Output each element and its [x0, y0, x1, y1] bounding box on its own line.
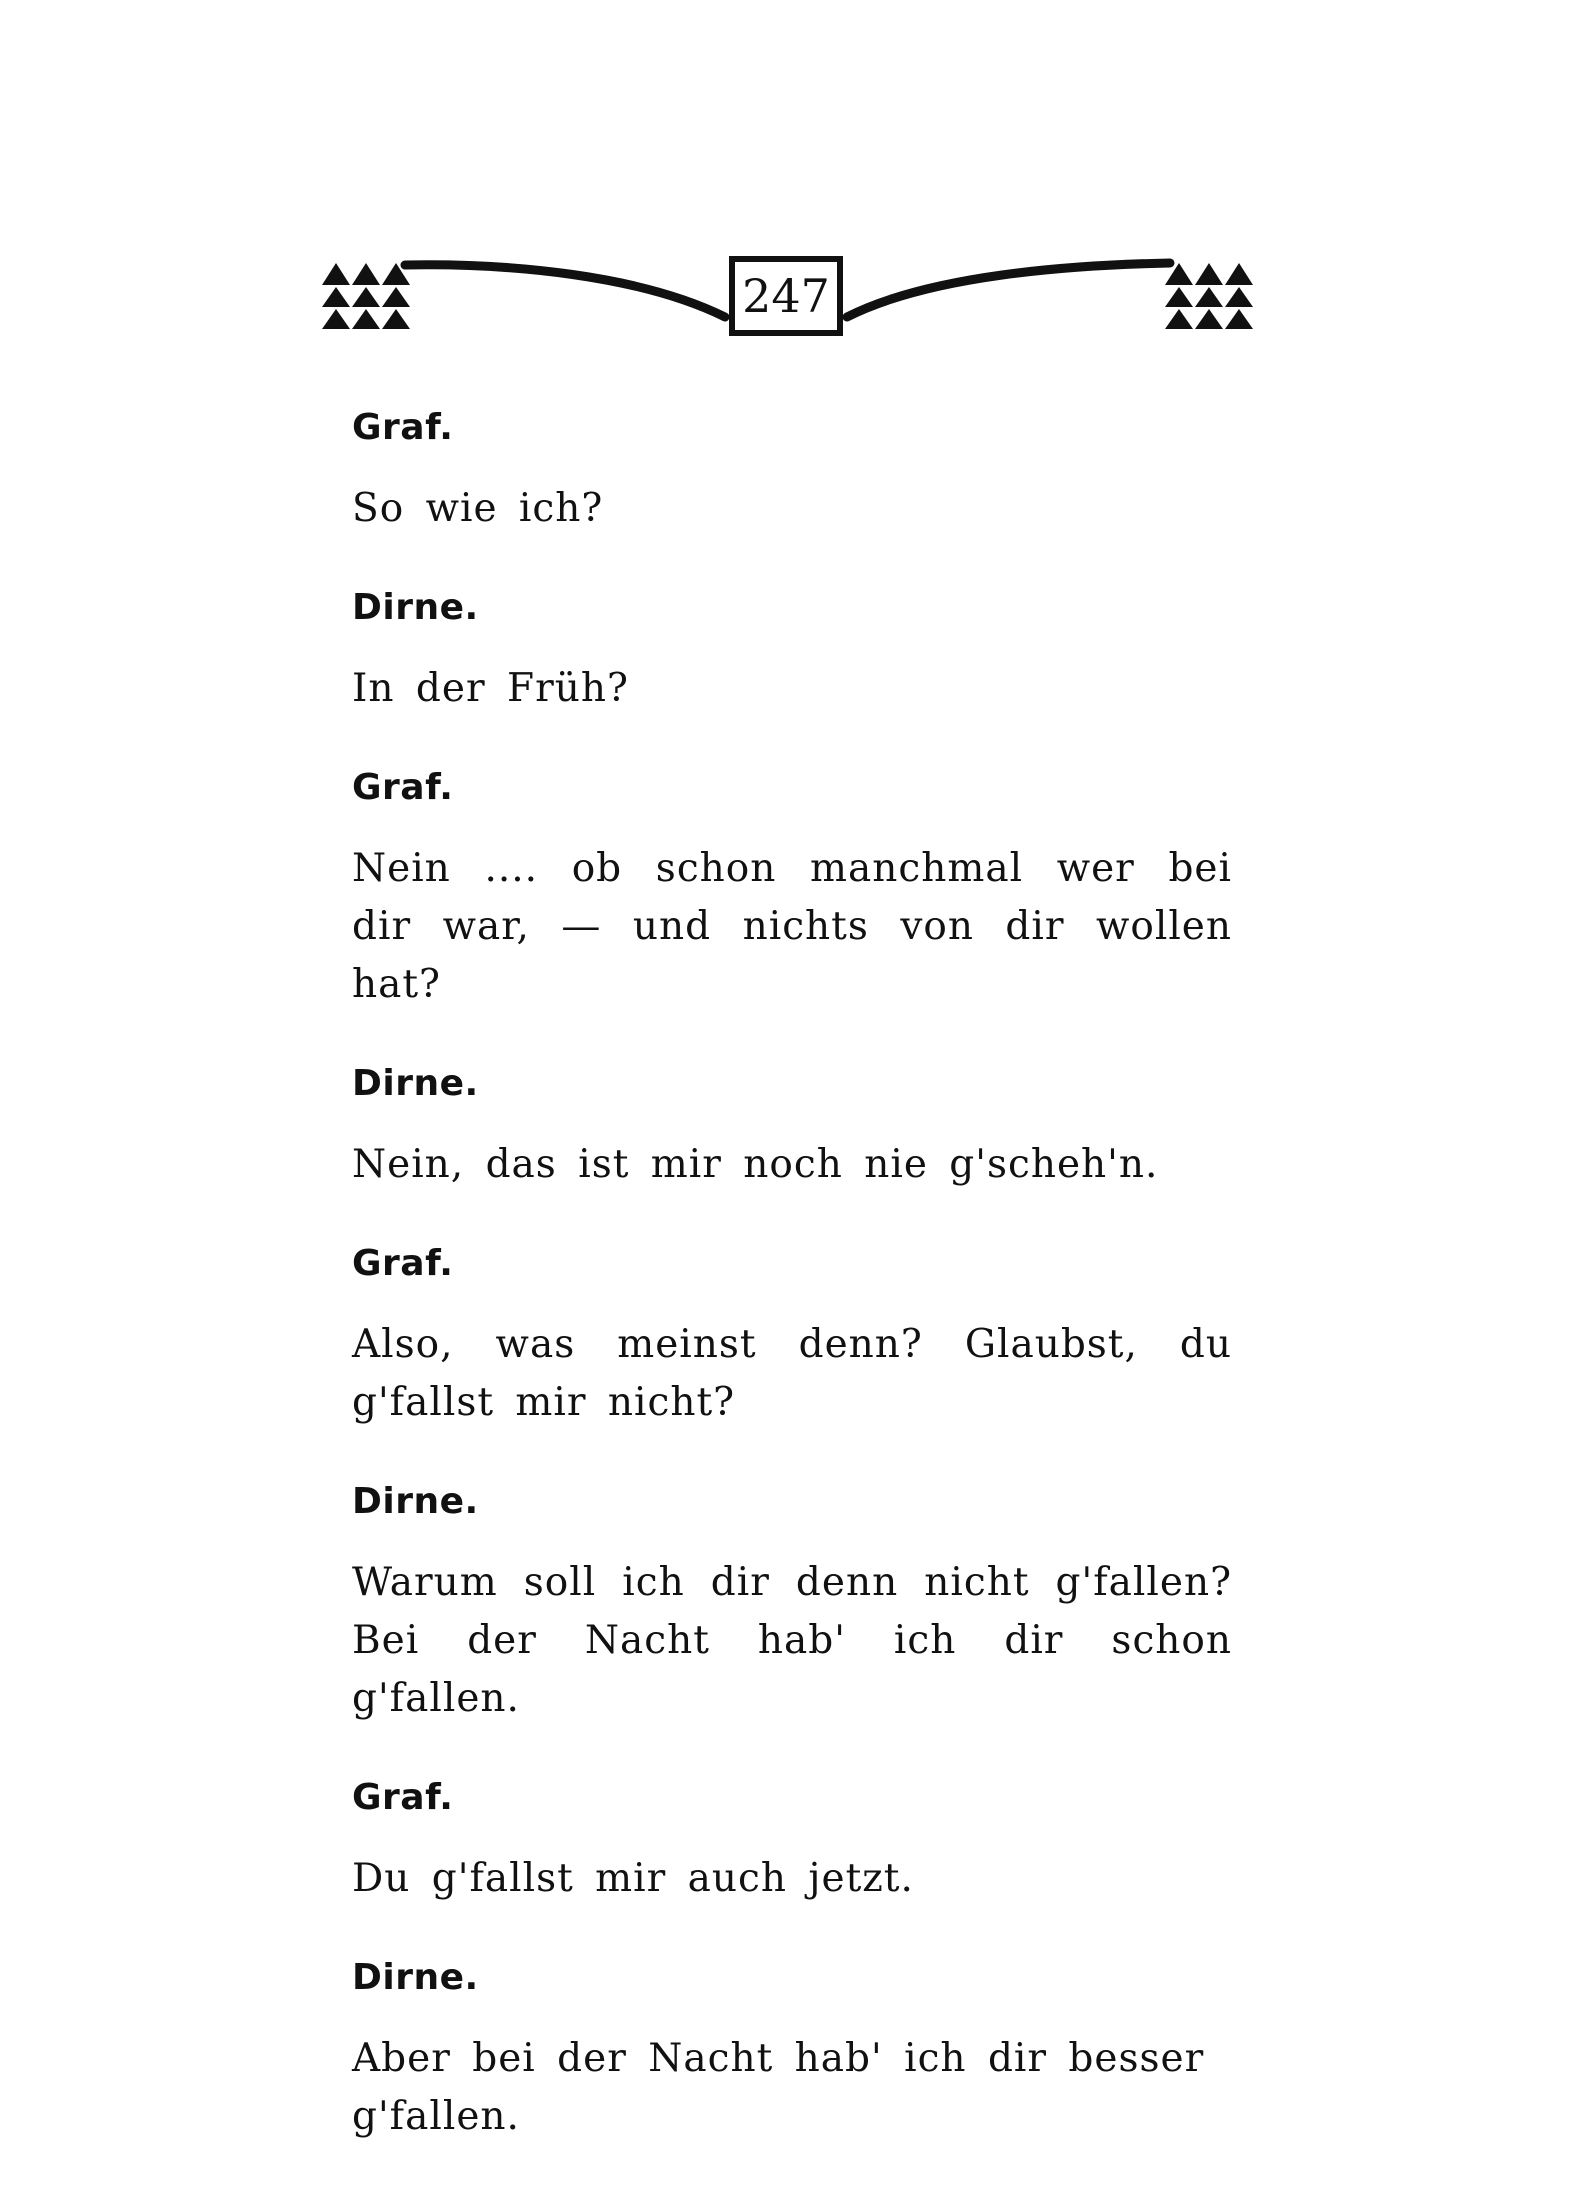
- left-triangle-ornament: [322, 263, 410, 329]
- dialogue-line: Aber bei der Nacht hab' ich dir besser g'fallen.: [352, 2036, 1205, 2139]
- speaker-name: Dirne.: [352, 587, 479, 628]
- speaker-name: Dirne.: [352, 1481, 479, 1522]
- right-triangle-ornament: [1165, 263, 1253, 329]
- dialogue-entry: [352, 407, 1232, 538]
- dialogue-body: [352, 407, 1232, 2198]
- dialogue-entry: [352, 1777, 1232, 1908]
- dialogue-entry: [352, 1063, 1232, 1194]
- dialogue-line: Warum soll ich dir denn nicht g'fallen? Bei der Nacht hab' ich dir schon g'fallen.: [352, 1560, 1232, 1721]
- dialogue-entry: [352, 767, 1232, 1014]
- left-swoosh-line: [405, 265, 725, 317]
- dialogue-line: In der Früh?: [352, 666, 629, 711]
- dialogue-line: Nein .... ob schon manchmal wer bei dir war, — und nichts von dir wollen hat?: [352, 846, 1232, 1007]
- right-swoosh-line: [847, 263, 1170, 317]
- dialogue-line: Nein, das ist mir noch nie g'scheh'n.: [352, 1142, 1159, 1187]
- speaker-name: Graf.: [352, 767, 454, 808]
- dialogue-entry: [352, 1243, 1232, 1432]
- dialogue-entry: [352, 587, 1232, 718]
- page-number: 247: [742, 269, 830, 323]
- dialogue-line: Also, was meinst denn? Glaubst, du g'fallst mir nicht?: [352, 1322, 1232, 1425]
- dialogue-entry: [352, 1957, 1232, 2146]
- speaker-name: Graf.: [352, 1243, 454, 1284]
- dialogue-line: Du g'fallst mir auch jetzt.: [352, 1856, 914, 1901]
- speaker-name: Dirne.: [352, 1063, 479, 1104]
- page-header-ornament: [310, 245, 1270, 355]
- speaker-name: Graf.: [352, 407, 454, 448]
- speaker-name: Graf.: [352, 1777, 454, 1818]
- dialogue-entry: [352, 1481, 1232, 1728]
- dialogue-line: So wie ich?: [352, 486, 604, 531]
- speaker-name: Dirne.: [352, 1957, 479, 1998]
